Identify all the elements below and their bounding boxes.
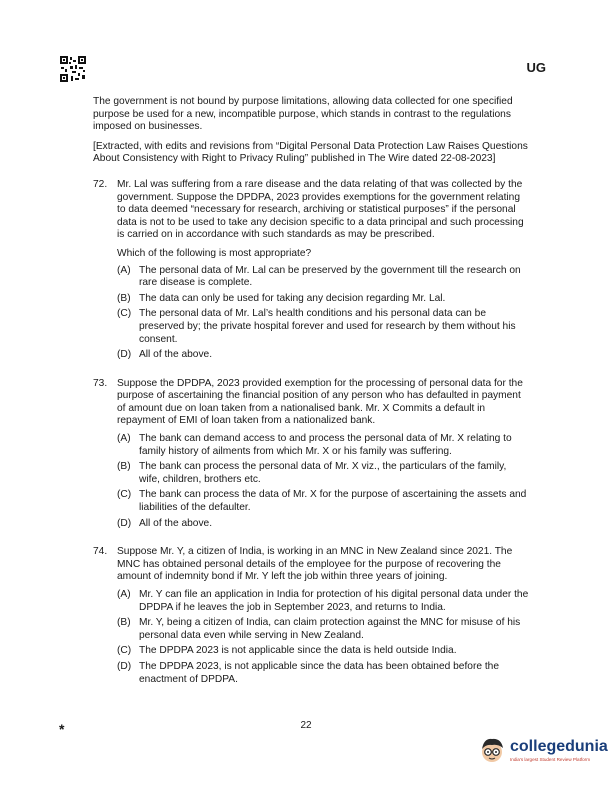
mascot-icon — [478, 735, 506, 765]
option-text: All of the above. — [139, 349, 213, 361]
question-73 — [93, 378, 529, 534]
option-b — [117, 617, 529, 642]
option-text: The personal data of Mr. Lal’s health conditions and his personal data can be preserved by; the private hospital forever and used for research by them without his consent. — [139, 308, 516, 345]
option-a — [117, 589, 529, 614]
option-label: (A) — [117, 433, 131, 445]
option-label: (C) — [117, 308, 132, 320]
option-d — [117, 349, 529, 362]
option-label: (B) — [117, 292, 131, 304]
option-label: (C) — [117, 489, 132, 501]
page-number: 22 — [300, 720, 312, 731]
option-text: The personal data of Mr. Lal can be preserved by the government till the research on rare disease is complete. — [139, 264, 521, 289]
brand-tagline: India's largest Student Review Platform — [510, 757, 591, 762]
question-stem: Mr. Lal was suffering from a rare disease and the data relating of that was collected by the government. Suppose the DPDPA, 2023 provides exemptions for the government relating to data deemed “necessary for research, archiving or statistical purposes” if the personal data is not to be used to take any decision specific to a data principal and such processing is carried on in accordance with such standards as may be prescribed. — [117, 178, 524, 241]
question-stem: Suppose the DPDPA, 2023 provided exemption for the processing of personal data for the purpose of ascertaining the financial position of any person who has defaulted in payment of amount due on loan taken from a nationalised bank. Mr. X Commits a default in repayment of EMI of loan taken from a nationalized bank. — [117, 377, 523, 427]
option-text: All of the above. — [139, 517, 213, 529]
option-b — [117, 461, 529, 486]
option-label: (A) — [117, 264, 131, 276]
option-label: (D) — [117, 349, 132, 361]
option-c — [117, 645, 529, 658]
option-text: Mr. Y, being a citizen of India, can claim protection against the MNC for misuse of his personal data even while serving in New Zealand. — [139, 617, 521, 641]
option-label: (A) — [117, 589, 131, 600]
option-d — [117, 518, 529, 531]
qr-code-icon — [60, 56, 86, 82]
intro-paragraph: The government is not bound by purpose limitations, allowing data collected for one specified purpose be used for a new, incompatible purpose, which stands in contrast to the regulations imposed on businesses. — [93, 96, 513, 133]
option-c — [117, 489, 529, 514]
collegedunia-logo — [478, 735, 608, 765]
question-74 — [93, 546, 529, 689]
footer-star: * — [59, 721, 65, 737]
question-stem: Suppose Mr. Y, a citizen of India, is working in an MNC in New Zealand since 2021. The MNC has obtained personal details of the employee for the purpose of recovering the amount of indemnity bond if Mr. Y left the job within three years of joining. — [117, 546, 513, 583]
intro-citation: [Extracted, with edits and revisions from “Digital Personal Data Protection Law Raises Questions About Consistency with Right to Privacy Ruling” published in The Wire dated 22-08-2023] — [93, 140, 528, 165]
option-b — [117, 293, 529, 306]
option-label: (B) — [117, 617, 131, 629]
option-label: (C) — [117, 645, 132, 657]
option-c — [117, 308, 529, 346]
option-a — [117, 433, 529, 458]
option-text: The bank can process the data of Mr. X for the purpose of ascertaining the assets and liabilities of the defaulter. — [139, 489, 527, 514]
page-content — [93, 96, 529, 689]
question-number: 74. — [93, 546, 108, 558]
option-a — [117, 265, 529, 290]
question-number: 72. — [93, 178, 108, 190]
option-text: The bank can process the personal data of Mr. X viz., the particulars of the family, wife, children, brothers etc. — [139, 461, 507, 485]
option-text: The DPDPA 2023, is not applicable since the data has been obtained before the enactment of DPDPA. — [139, 660, 500, 685]
paper-code: UG — [526, 60, 546, 75]
option-text: The bank can demand access to and process the personal data of Mr. X relating to family history of ailments from which Mr. X or his family was suffering. — [139, 433, 512, 457]
option-text: The DPDPA 2023 is not applicable since the data is held outside India. — [139, 645, 457, 657]
option-d — [117, 661, 529, 686]
question-72 — [93, 179, 529, 365]
option-text: The data can only be used for taking any decision regarding Mr. Lal. — [139, 292, 446, 304]
option-text: Mr. Y can file an application in India for protection of his digital personal data under the DPDPA if he leaves the job in September 2023, and returns to India. — [139, 589, 529, 613]
question-number: 73. — [93, 377, 108, 389]
option-label: (D) — [117, 517, 132, 529]
option-label: (B) — [117, 461, 131, 473]
option-label: (D) — [117, 660, 132, 672]
question-prompt: Which of the following is most appropriate? — [117, 247, 312, 259]
brand-name: collegedunia — [510, 738, 608, 755]
